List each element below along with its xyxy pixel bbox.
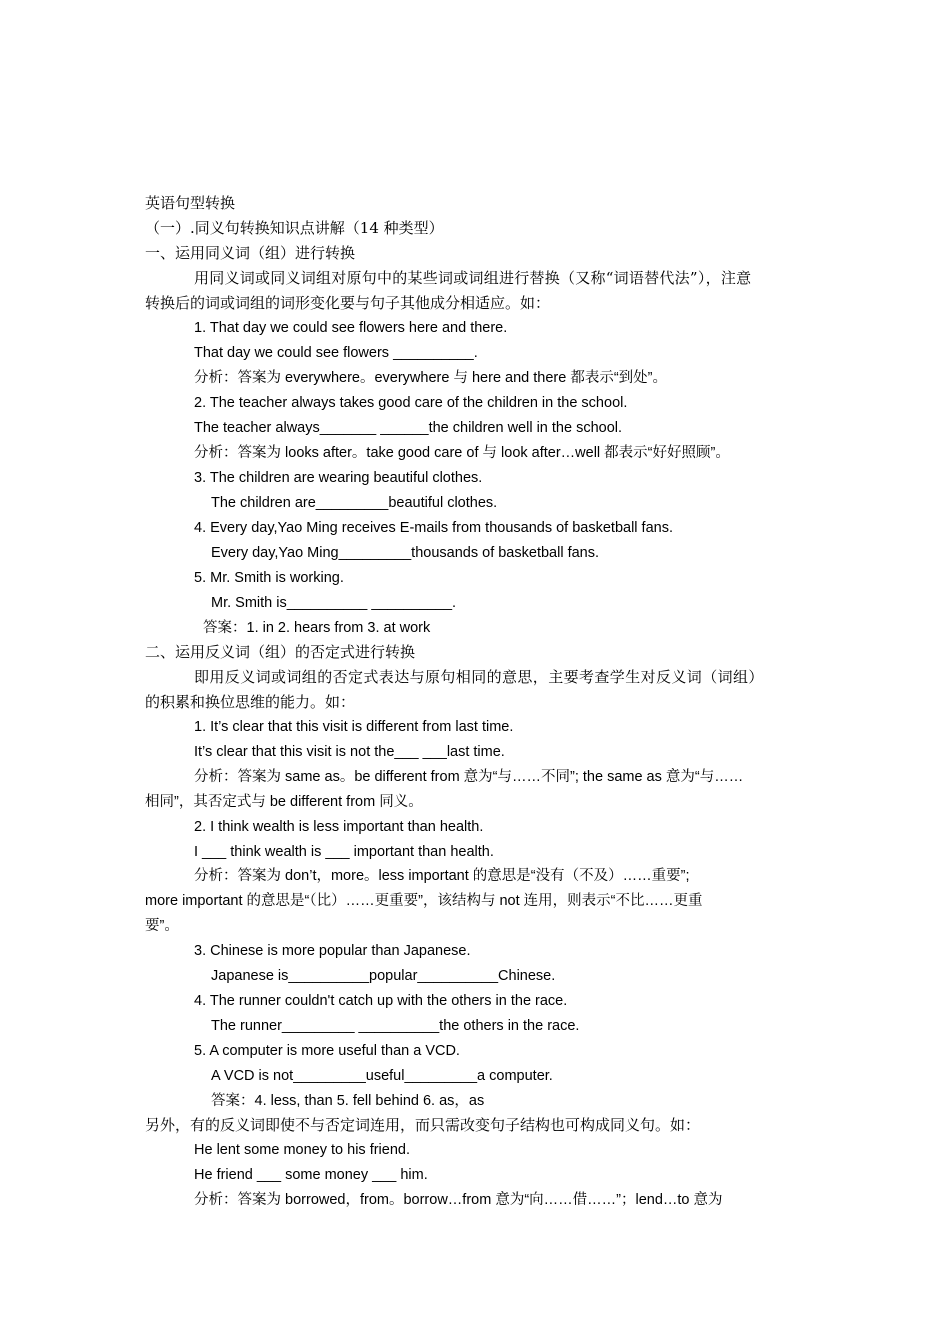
document-title: 英语句型转换 <box>145 194 236 212</box>
example-sentence: 4. Every day,Yao Ming receives E-mails from thousands of basketball fans. <box>194 520 673 536</box>
paragraph-line: 另外，有的反义词即使不与否定词连用，而只需改变句子结构也可构成同义句。如： <box>145 1116 701 1134</box>
section-heading: （一）.同义句转换知识点讲解（14 种类型） <box>145 219 444 237</box>
example-blank: Every day,Yao Ming_________thousands of basketball fans. <box>211 545 600 561</box>
paragraph-line: 转换后的词或词组的词形变化要与句子其他成分相适应。如： <box>145 294 551 312</box>
example-blank: That day we could see flowers __________. <box>194 345 478 361</box>
example-sentence: 5. A computer is more useful than a VCD. <box>194 1043 460 1059</box>
example-sentence: 3. The children are wearing beautiful clothes. <box>194 470 483 486</box>
example-sentence: 5. Mr. Smith is working. <box>194 570 344 586</box>
example-blank: The children are_________beautiful clothes. <box>211 495 498 511</box>
example-sentence: 1. That day we could see flowers here and there. <box>194 320 508 336</box>
answer-line: 答案：1. in 2. hears from 3. at work <box>203 620 431 636</box>
paragraph-line: 用同义词或同义词组对原句中的某些词或词组进行替换（又称“词语替代法”），注意 <box>194 269 752 287</box>
example-blank: A VCD is not_________useful_________a computer. <box>211 1068 553 1084</box>
example-blank: The runner_________ __________the others in the race. <box>211 1018 580 1034</box>
analysis-line: 分析：答案为 looks after。take good care of 与 look after…well 都表示“好好照顾”。 <box>194 445 730 461</box>
subsection-heading: 一、运用同义词（组）进行转换 <box>145 244 356 262</box>
analysis-line: 要”。 <box>145 918 179 934</box>
analysis-line: 相同”，其否定式与 be different from 同义。 <box>145 794 423 810</box>
example-sentence: 2. I think wealth is less important than health. <box>194 819 484 835</box>
example-blank: He friend ___ some money ___ him. <box>194 1167 428 1183</box>
example-blank: It’s clear that this visit is not the___ ___last time. <box>194 744 505 760</box>
example-sentence: 2. The teacher always takes good care of the children in the school. <box>194 395 628 411</box>
example-sentence: He lent some money to his friend. <box>194 1142 410 1158</box>
example-sentence: 1. It’s clear that this visit is different from last time. <box>194 719 514 735</box>
analysis-line: 分析：答案为 everywhere。everywhere 与 here and there 都表示“到处”。 <box>194 370 667 386</box>
paragraph-line: 的积累和换位思维的能力。如： <box>145 693 356 711</box>
paragraph-line: 即用反义词或词组的否定式表达与原句相同的意思，主要考查学生对反义词（词组） <box>194 668 764 686</box>
analysis-line: 分析：答案为 same as。be different from 意为“与……不同”; the same as 意为“与…… <box>194 769 744 785</box>
example-blank: The teacher always_______ ______the children well in the school. <box>194 420 623 436</box>
subsection-heading: 二、运用反义词（组）的否定式进行转换 <box>145 643 416 661</box>
example-blank: Mr. Smith is__________ __________. <box>211 595 457 611</box>
example-sentence: 3. Chinese is more popular than Japanese. <box>194 943 471 959</box>
answer-line: 答案：4. less, than 5. fell behind 6. as，as <box>211 1093 485 1109</box>
example-sentence: 4. The runner couldn't catch up with the others in the race. <box>194 993 568 1009</box>
example-blank: I ___ think wealth is ___ important than health. <box>194 844 494 860</box>
analysis-line: 分析：答案为 don’t，more。less important 的意思是“没有（不及）……重要”; <box>194 868 690 884</box>
analysis-line: more important 的意思是“（比）……更重要”，该结构与 not 连用，则表示“不比……更重 <box>145 893 703 909</box>
analysis-line: 分析：答案为 borrowed，from。borrow…from 意为“向……借……”；lend…to 意为 <box>194 1192 723 1208</box>
example-blank: Japanese is__________popular__________Chinese. <box>211 968 556 984</box>
